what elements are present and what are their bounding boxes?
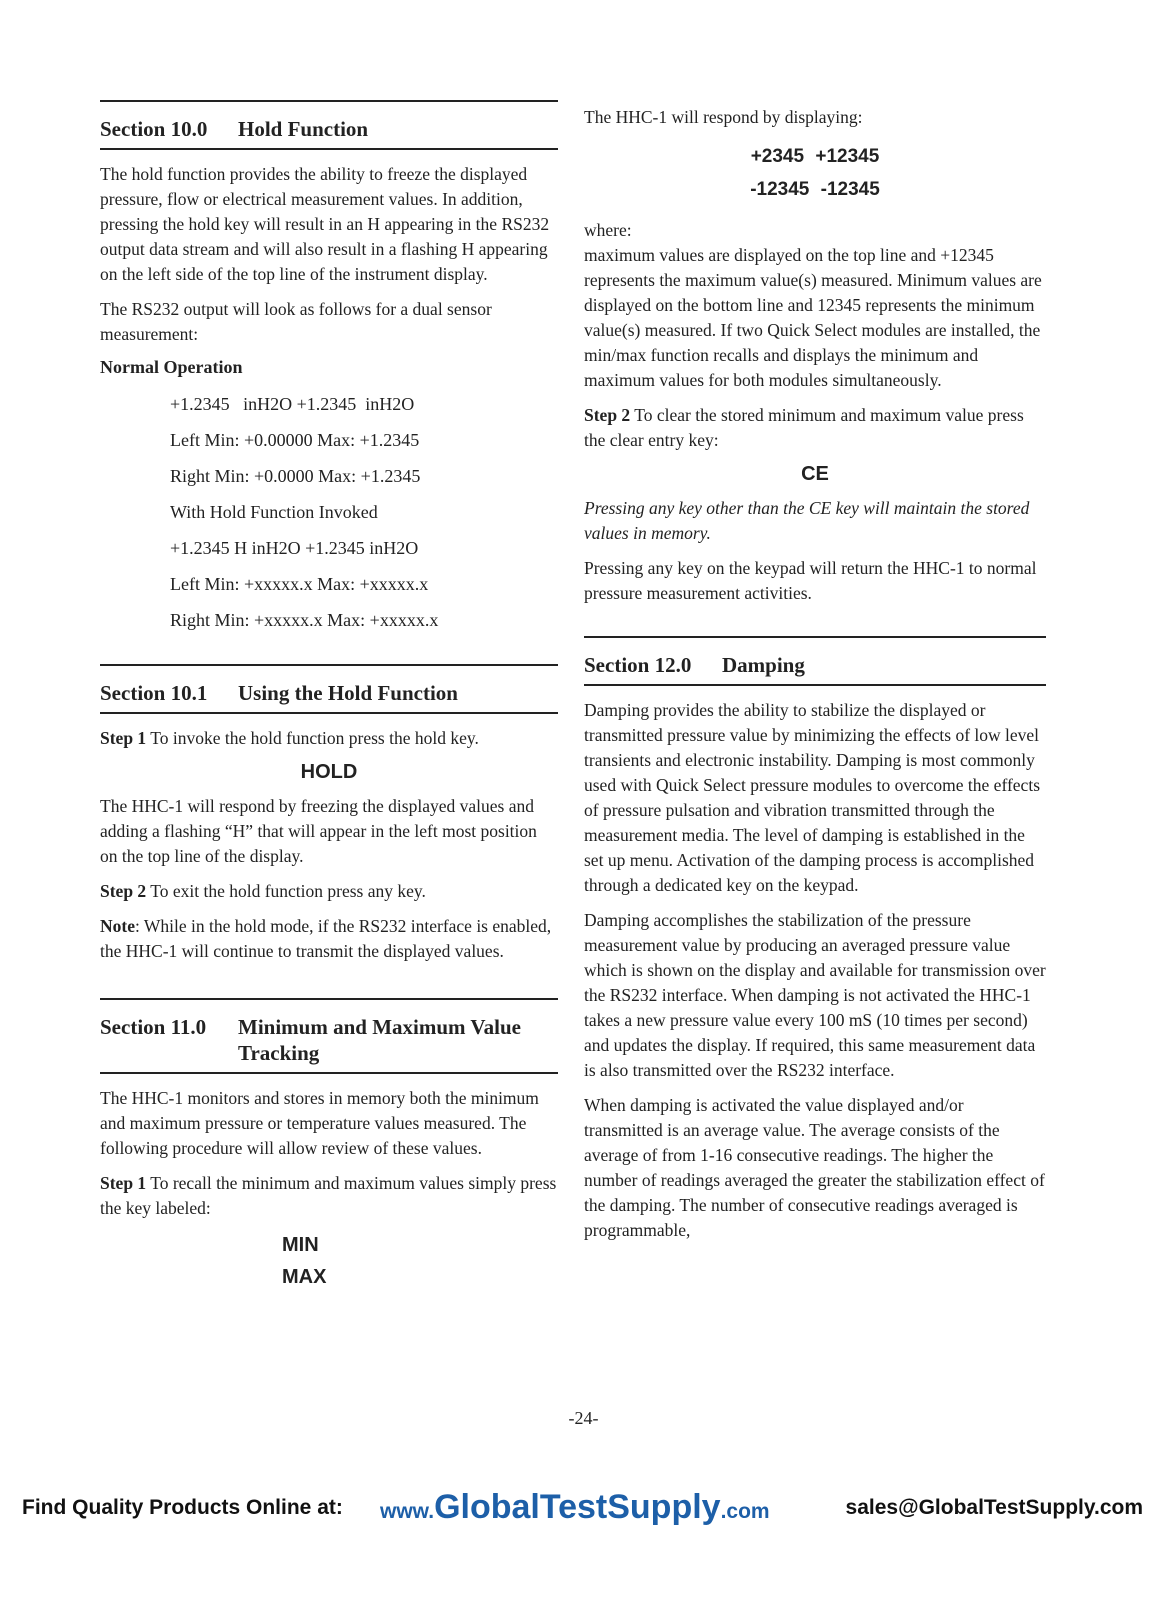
- section-number: Section 12.0: [584, 653, 692, 677]
- step-text: To recall the minimum and maximum values simply press the key labeled:: [100, 1173, 557, 1218]
- section-rule: [100, 100, 558, 102]
- section-rule: [584, 636, 1046, 638]
- output-line: Right Min: +xxxxx.x Max: +xxxxx.x: [170, 610, 439, 630]
- note-text: : While in the hold mode, if the RS232 interface is enabled, the HHC-1 will continue to transmit the displayed values.: [100, 916, 552, 961]
- section-name: Minimum and Maximum Value Tracking: [238, 1015, 521, 1065]
- section-10-0: [100, 100, 558, 638]
- footer-brand: GlobalTestSupply: [434, 1488, 721, 1526]
- step-label: Step 2: [100, 881, 147, 901]
- paragraph: Damping accomplishes the stabilization of the pressure measurement value by producing an averaged pressure value which is shown on the display and available for transmission over the RS232 interface. When damping is not activated the HHC-1 takes a new pressure value every 100 mS (10 times per second) and updates the display. If required, this same measurement data is also transmitted over the RS232 interface.: [584, 910, 1046, 1080]
- italic-note: Pressing any key other than the CE key will maintain the stored values in memory.: [584, 498, 1030, 543]
- paragraph: Damping provides the ability to stabilize the displayed or transmitted pressure value by minimizing the effects of low level transients and electronic instability. Damping is most commonly used with Quick Select pressure modules to overcome the effects of pressure pulsation and vibration transmitted through the measurement media. The level of damping is established in the set up menu. Activation of the damping process is accomplished through a dedicated key on the keypad.: [584, 700, 1040, 895]
- output-line: Left Min: +xxxxx.x Max: +xxxxx.x: [170, 574, 429, 594]
- step-label: Step 1: [100, 1173, 147, 1193]
- section-11-0: [100, 998, 558, 1291]
- output-line: With Hold Function Invoked: [170, 502, 378, 522]
- step-text: To exit the hold function press any key.: [146, 881, 426, 901]
- footer-website-link[interactable]: [380, 1488, 770, 1527]
- footer-tagline: Find Quality Products Online at:: [22, 1496, 343, 1519]
- section-name: Using the Hold Function: [238, 681, 458, 705]
- max-key-label: MAX: [282, 1266, 327, 1288]
- page-number: -24-: [568, 1408, 599, 1428]
- section-name: Damping: [722, 653, 805, 677]
- paragraph: The HHC-1 will respond by displaying:: [584, 107, 863, 127]
- section-number: Section 10.0: [100, 117, 208, 141]
- step-paragraph: [100, 879, 558, 904]
- footer-url-suffix: .com: [720, 1500, 770, 1523]
- output-line: Left Min: +0.00000 Max: +1.2345: [170, 430, 420, 450]
- footer-url-prefix: www.: [380, 1500, 435, 1523]
- section-rule: [100, 998, 558, 1000]
- min-key-label: MIN: [282, 1234, 319, 1256]
- output-line: +1.2345 inH2O +1.2345 inH2O: [170, 394, 415, 414]
- section-title: [100, 1014, 558, 1074]
- section-name: Hold Function: [238, 117, 369, 141]
- paragraph: When damping is activated the value displayed and/or transmitted is an average value. The average consists of the average of from 1-16 consecutive readings. The higher the number of readings averaged the greater the stabilization effect of the damping. The number of consecutive readings averaged is programmable,: [584, 1095, 1045, 1240]
- note-paragraph: [100, 914, 558, 964]
- display-line: +2345 +12345: [750, 146, 880, 167]
- step-text: To invoke the hold function press the hold key.: [146, 728, 479, 748]
- right-column: [584, 105, 1046, 1257]
- footer-email-link[interactable]: sales@GlobalTestSupply.com: [845, 1496, 1143, 1519]
- section-number: Section 10.1: [100, 681, 208, 705]
- footer: [0, 1488, 1167, 1528]
- section-12-0: [584, 636, 1046, 1243]
- step-text: To clear the stored minimum and maximum value press the clear entry key:: [584, 405, 1024, 450]
- step-paragraph: [584, 403, 1046, 453]
- paragraph: The HHC-1 monitors and stores in memory both the minimum and maximum pressure or temperature values measured. The following procedure will allow review of these values.: [100, 1088, 539, 1158]
- display-line: -12345 -12345: [750, 179, 880, 200]
- output-line: Right Min: +0.0000 Max: +1.2345: [170, 466, 421, 486]
- step-paragraph: [100, 1171, 558, 1221]
- step-label: Step 1: [100, 728, 147, 748]
- paragraph: Pressing any key on the keypad will return the HHC-1 to normal pressure measurement activities.: [584, 558, 1037, 603]
- section-10-1: [100, 664, 558, 964]
- section-title: [584, 652, 1046, 686]
- hold-key-label: HOLD: [300, 761, 358, 783]
- paragraph: The RS232 output will look as follows for a dual sensor measurement:: [100, 299, 492, 344]
- paragraph: maximum values are displayed on the top line and +12345 represents the maximum value(s) measured. Minimum values are displayed on the bottom line and 12345 represents the minimum value(s) measured. If two Quick Select modules are installed, the min/max function recalls and displays the minimum and maximum values for both modules simultaneously.: [584, 245, 1042, 390]
- step-label: Step 2: [584, 405, 631, 425]
- paragraph: The HHC-1 will respond by freezing the displayed values and adding a flashing “H” that will appear in the left most position on the top line of the display.: [100, 796, 537, 866]
- paragraph: The hold function provides the ability to freeze the displayed pressure, flow or electrical measurement values. In addition, pressing the hold key will result in an H appearing in the RS232 output data stream and will also result in a flashing H appearing on the left side of the top line of the instrument display.: [100, 164, 550, 284]
- ce-key-label: CE: [801, 463, 829, 485]
- output-line: +1.2345 H inH2O +1.2345 inH2O: [170, 538, 419, 558]
- section-rule: [100, 664, 558, 666]
- note-label: Note: [100, 916, 135, 936]
- subheading: Normal Operation: [100, 357, 243, 377]
- where-label: where:: [584, 220, 632, 240]
- section-title: [100, 680, 558, 714]
- left-column: [100, 100, 558, 1305]
- section-number: Section 11.0: [100, 1015, 207, 1039]
- step-paragraph: [100, 726, 558, 751]
- section-title: [100, 116, 558, 150]
